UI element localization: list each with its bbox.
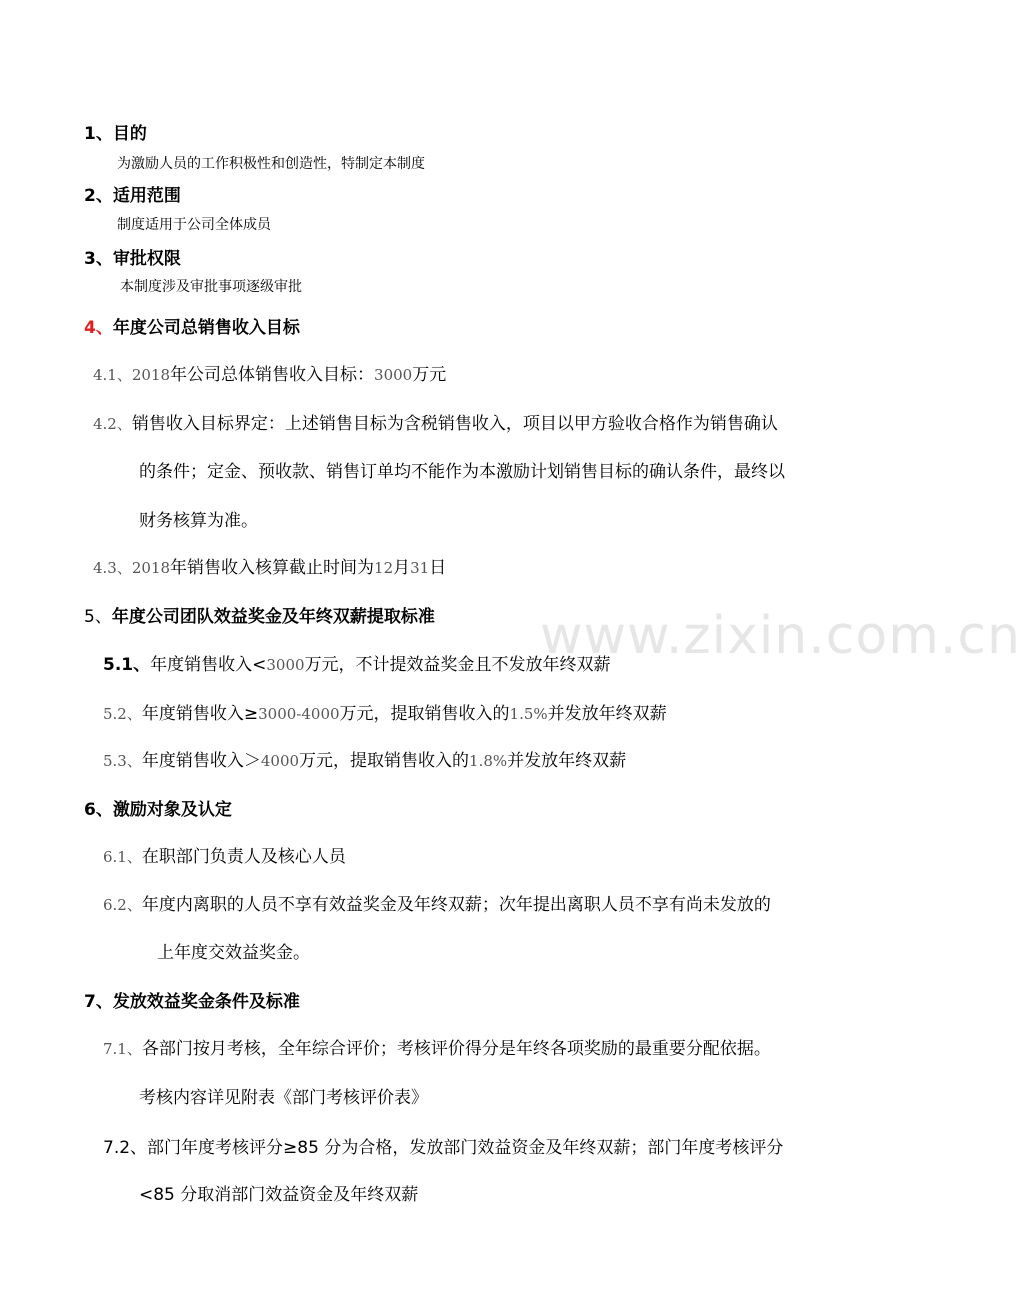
section-7-title: 发放效益奖金条件及标准 — [112, 992, 300, 1012]
section-1-heading — [84, 119, 147, 144]
section-2-text: 制度适用于公司全体成员 — [117, 217, 271, 233]
item-4-3-text-c: 日 — [429, 558, 447, 578]
section-6-title: 激励对象及认定 — [112, 800, 232, 820]
section-3-title: 审批权限 — [112, 249, 181, 269]
section-6-heading — [84, 795, 232, 820]
item-4-3 — [93, 553, 446, 578]
item-7-1-line-1 — [103, 1034, 771, 1059]
item-4-1-year: 2018 — [131, 366, 171, 384]
item-4-3-day: 31 — [410, 559, 430, 577]
item-4-1-text-a: 年公司总体销售收入目标： — [170, 365, 375, 385]
item-4-2-line-1 — [93, 409, 778, 434]
item-4-1-amount: 3000 — [374, 366, 413, 384]
item-5-2-number: 5.2、 — [103, 705, 142, 723]
item-5-3-value: 4000 — [260, 752, 300, 770]
item-4-2-line-3: 财务核算为准。 — [139, 511, 258, 531]
item-6-2-number: 6.2、 — [103, 896, 142, 914]
watermark: www.zixin.com.cn — [540, 606, 1021, 666]
item-4-3-text-a: 年销售收入核算截止时间为 — [170, 558, 375, 578]
item-6-1-text: 在职部门负责人及核心人员 — [141, 847, 346, 867]
item-4-1 — [93, 360, 446, 385]
item-7-1-number: 7.1、 — [103, 1040, 142, 1058]
item-7-2-line-1 — [103, 1133, 783, 1158]
section-6-number: 6、 — [84, 800, 113, 820]
section-5-number: 5、 — [84, 607, 112, 627]
section-4-title: 年度公司总销售收入目标 — [112, 318, 300, 338]
item-4-3-text-b: 月 — [393, 558, 411, 578]
section-1-number: 1、 — [84, 124, 113, 144]
section-2-title: 适用范围 — [112, 186, 181, 206]
section-3-text: 本制度涉及审批事项逐级审批 — [120, 279, 302, 295]
item-7-2-number: 7.2、 — [103, 1138, 148, 1158]
section-2-number: 2、 — [84, 186, 113, 206]
item-6-1 — [103, 842, 346, 867]
section-7-number: 7、 — [84, 992, 113, 1012]
section-1-title: 目的 — [112, 124, 147, 144]
item-6-2-text-1: 年度内离职的人员不享有效益奖金及年终双薪；次年提出离职人员不享有尚未发放的 — [141, 895, 771, 915]
section-2-heading — [84, 181, 181, 206]
item-5-2-percent: 1.5% — [509, 705, 548, 723]
item-5-3-text-a: 年度销售收入＞ — [141, 751, 261, 771]
item-5-1-number: 5.1、 — [103, 655, 151, 675]
item-4-2-number: 4.2、 — [93, 415, 132, 433]
item-5-3 — [103, 746, 626, 771]
item-5-3-text-b: 万元，提取销售收入的 — [299, 751, 470, 771]
section-7-heading — [84, 987, 300, 1012]
item-5-1-value: 3000 — [266, 656, 305, 674]
item-5-2-text-c: 并发放年终双薪 — [547, 704, 667, 724]
section-4-heading — [84, 313, 300, 338]
item-5-3-text-c: 并发放年终双薪 — [507, 751, 627, 771]
section-5-heading — [84, 602, 435, 627]
item-7-1-text-1: 各部门按月考核，全年综合评价；考核评价得分是年终各项奖励的最重要分配依据。 — [141, 1039, 771, 1059]
item-7-1-line-2: 考核内容详见附表《部门考核评价表》 — [139, 1088, 428, 1108]
item-4-2-text-1: 销售收入目标界定：上述销售目标为含税销售收入，项目以甲方验收合格作为销售确认 — [131, 414, 778, 434]
item-4-2-line-2: 的条件；定金、预收款、销售订单均不能作为本激励计划销售目标的确认条件，最终以 — [139, 462, 785, 482]
item-4-3-number: 4.3、 — [93, 559, 132, 577]
section-3-number: 3、 — [84, 249, 113, 269]
item-6-2-line-1 — [103, 890, 771, 915]
item-5-3-number: 5.3、 — [103, 752, 142, 770]
item-5-2-text-a: 年度销售收入≥ — [141, 704, 259, 724]
item-4-1-number: 4.1、 — [93, 366, 132, 384]
item-4-1-text-b: 万元 — [412, 365, 447, 385]
section-5-title: 年度公司团队效益奖金及年终双薪提取标准 — [111, 607, 435, 627]
item-7-2-line-2: <85 分取消部门效益资金及年终双薪 — [139, 1185, 419, 1205]
item-5-1 — [103, 650, 611, 675]
item-5-3-percent: 1.8% — [469, 752, 508, 770]
item-7-2-text-1: 部门年度考核评分≥85 分为合格，发放部门效益资金及年终双薪；部门年度考核评分 — [147, 1138, 784, 1158]
item-4-3-year: 2018 — [131, 559, 171, 577]
item-6-2-line-2: 上年度交效益奖金。 — [157, 943, 310, 963]
item-5-1-text-a: 年度销售收入< — [150, 655, 267, 675]
section-3-heading — [84, 244, 181, 269]
item-5-2-value: 3000-4000 — [258, 705, 340, 723]
section-4-number: 4、 — [84, 318, 113, 338]
item-5-2-text-b: 万元，提取销售收入的 — [339, 704, 510, 724]
section-1-text: 为激励人员的工作积极性和创造性，特制定本制度 — [117, 156, 425, 172]
item-4-3-month: 12 — [374, 559, 394, 577]
item-5-1-text-b: 万元，不计提效益奖金且不发放年终双薪 — [304, 655, 611, 675]
item-5-2 — [103, 699, 667, 724]
item-6-1-number: 6.1、 — [103, 848, 142, 866]
